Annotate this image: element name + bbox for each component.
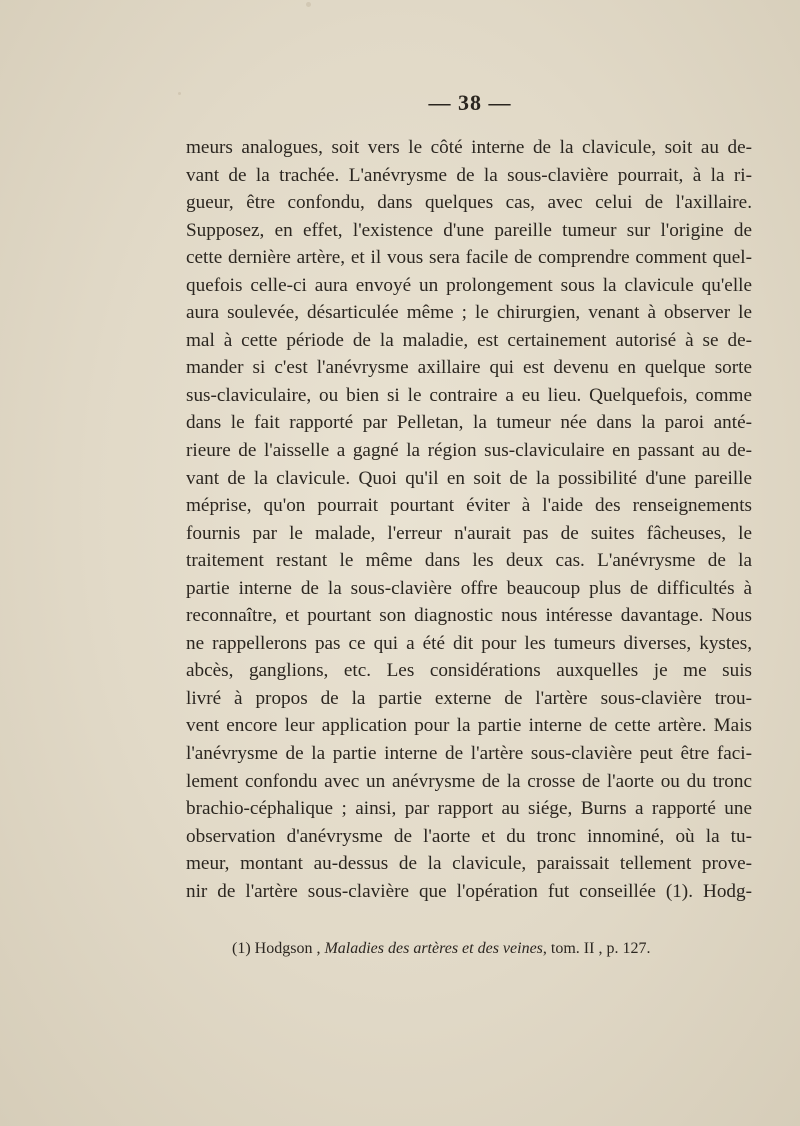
text-line: sus-claviculaire, ou bien si le contraire a eu lieu. Quelquefois, comme: [186, 384, 752, 406]
text-line: mander si c'est l'anévrysme axillaire qui est devenu en quelque sorte: [186, 357, 752, 379]
footnote-ref: , tom. II , p. 127.: [542, 940, 651, 957]
page-number: — 38 —: [428, 90, 512, 115]
text-line: aura soulevée, désarticulée même ; le chirurgien, venant à observer le: [186, 302, 752, 324]
text-line: méprise, qu'on pourrait pourtant éviter à l'aide des renseignements: [186, 495, 752, 517]
text-line: nir de l'artère sous-clavière que l'opération fut conseillée (1). Hodg-: [186, 880, 752, 902]
text-line: vant de la trachée. L'anévrysme de la sous-clavière pourrait, à la ri-: [186, 164, 752, 186]
text-line: livré à propos de la partie externe de l'artère sous-clavière trou-: [186, 687, 752, 709]
text-line: ne rappellerons pas ce qui a été dit pour les tumeurs diverses, kystes,: [186, 632, 752, 654]
body-text: [186, 134, 752, 905]
text-line: meur, montant au-dessus de la clavicule, paraissait tellement prove-: [186, 853, 752, 875]
text-line: rieure de l'aisselle a gagné la région sus-claviculaire en passant au de-: [186, 440, 752, 462]
footnote: [232, 940, 752, 958]
text-line: vant de la clavicule. Quoi qu'il en soit de la possibilité d'une pareille: [186, 467, 752, 489]
text-line: abcès, ganglions, etc. Les considérations auxquelles je me suis: [186, 660, 752, 682]
text-line: mal à cette période de la maladie, est certainement autorisé à se de-: [186, 329, 752, 351]
text-line: brachio-céphalique ; ainsi, par rapport au siége, Burns a rapporté une: [186, 798, 752, 820]
text-line: partie interne de la sous-clavière offre beaucoup plus de difficultés à: [186, 577, 752, 599]
text-line: cette dernière artère, et il vous sera facile de comprendre comment quel-: [186, 247, 752, 269]
text-line: l'anévrysme de la partie interne de l'artère sous-clavière peut être faci-: [186, 743, 752, 765]
text-line: traitement restant le même dans les deux cas. L'anévrysme de la: [186, 550, 752, 572]
text-line: lement confondu avec un anévrysme de la crosse de l'aorte ou du tronc: [186, 770, 752, 792]
text-line: reconnaître, et pourtant son diagnostic nous intéresse davantage. Nous: [186, 605, 752, 627]
text-line: vent encore leur application pour la partie interne de cette artère. Mais: [186, 715, 752, 737]
footnote-author: Hodgson ,: [254, 940, 321, 957]
text-line: Supposez, en effet, l'existence d'une pareille tumeur sur l'origine de: [186, 219, 752, 241]
text-line: observation d'anévrysme de l'aorte et du tronc innominé, où la tu-: [186, 825, 752, 847]
footnote-title: Maladies des artères et des veines: [324, 940, 543, 957]
text-line: quefois celle-ci aura envoyé un prolongement sous la clavicule qu'elle: [186, 274, 752, 296]
text-line: fournis par le malade, l'erreur n'aurait pas de suites fâcheuses, le: [186, 522, 752, 544]
text-line: gueur, être confondu, dans quelques cas, avec celui de l'axillaire.: [186, 192, 752, 214]
text-line: dans le fait rapporté par Pelletan, la tumeur née dans la paroi anté-: [186, 412, 752, 434]
footnote-marker: (1): [232, 940, 251, 957]
paper-spot: [306, 2, 311, 7]
text-line: meurs analogues, soit vers le côté interne de la clavicule, soit au de-: [186, 137, 752, 158]
